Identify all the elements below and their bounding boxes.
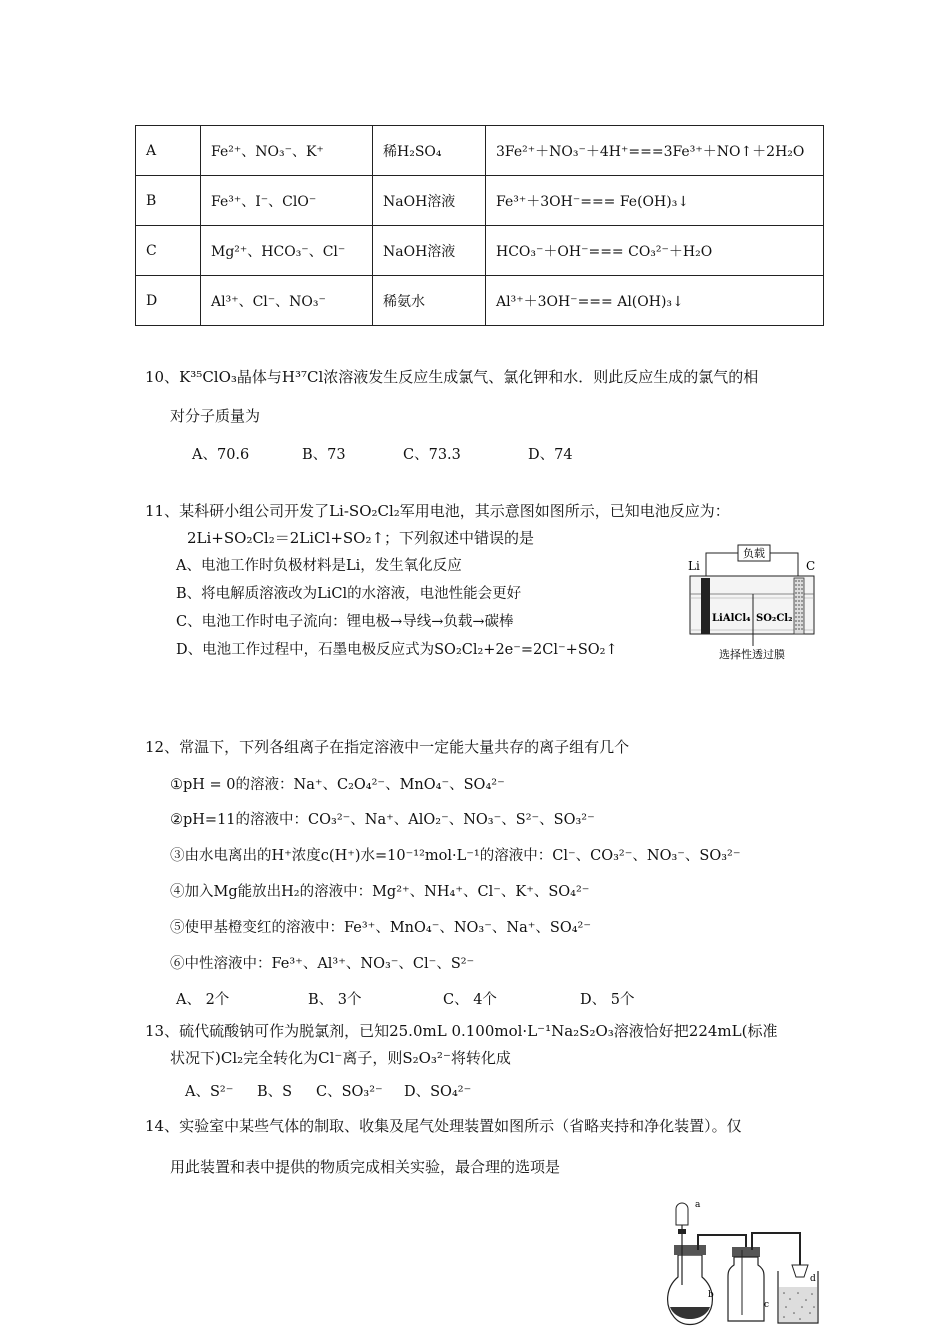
- collection-bottle: [728, 1257, 764, 1321]
- row-equation: Al³⁺＋3OH⁻=== Al(OH)₃↓: [486, 276, 824, 326]
- table-row: [136, 276, 824, 326]
- membrane-label: 选择性透过膜: [719, 648, 785, 661]
- row-label: A: [136, 126, 201, 176]
- q11-option-a: A、电池工作时负极材料是Li，发生氧化反应: [176, 558, 462, 574]
- row-ions: Mg²⁺、HCO₃⁻、Cl⁻: [201, 226, 373, 276]
- q10-option-a: A、70.6: [192, 447, 250, 463]
- right-solution-label: SO₂Cl₂: [756, 613, 793, 624]
- q11-stem-line1: 11、某科研小组公司开发了Li-SO₂Cl₂军用电池，其示意图如图所示，已知电池反应为：: [145, 502, 730, 520]
- q14-stem-line2: 用此装置和表中提供的物质完成相关实验，最合理的选项是: [170, 1158, 561, 1176]
- q10-option-d: D、74: [528, 447, 573, 463]
- row-label: C: [136, 226, 201, 276]
- row-label: B: [136, 176, 201, 226]
- row-label: D: [136, 276, 201, 326]
- q13-option-c: C、SO₃²⁻: [316, 1084, 383, 1100]
- table-row: [136, 126, 824, 176]
- q12-item-6: ⑥中性溶液中：Fe³⁺、Al³⁺、NO₃⁻、Cl⁻、S²⁻: [170, 956, 475, 972]
- q13-option-d: D、SO₄²⁻: [404, 1084, 472, 1100]
- q10-option-b: B、73: [302, 447, 346, 463]
- row-reagent: NaOH溶液: [373, 176, 486, 226]
- q11-option-d: D、电池工作过程中，石墨电极反应式为SO₂Cl₂+2e⁻=2Cl⁻+SO₂↑: [176, 642, 618, 658]
- q13-stem-line2: 状况下)Cl₂完全转化为Cl⁻离子，则S₂O₃²⁻将转化成: [170, 1049, 511, 1067]
- label-d: d: [810, 1274, 816, 1284]
- q12-item-4: ④加入Mg能放出H₂的溶液中：Mg²⁺、NH₄⁺、Cl⁻、K⁺、SO₄²⁻: [170, 884, 590, 900]
- label-c: c: [764, 1300, 770, 1310]
- q12-option-b: B、 3个: [308, 992, 362, 1008]
- c-label: C: [806, 559, 816, 573]
- row-reagent: 稀H₂SO₄: [373, 126, 486, 176]
- q12-stem: 12、常温下，下列各组离子在指定溶液中一定能大量共存的离子组有几个: [145, 738, 630, 756]
- q12-option-d: D、 5个: [580, 992, 635, 1008]
- table-row: [136, 226, 824, 276]
- q10-stem-line1: 10、K³⁵ClO₃晶体与H³⁷Cl浓溶液发生反应生成氯气、氯化钾和水．则此反应生成的氯气的相: [145, 368, 759, 386]
- q11-stem-line2: 2Li+SO₂Cl₂＝2LiCl+SO₂↑；下列叙述中错误的是: [187, 529, 535, 547]
- ion-reaction-table: [135, 125, 824, 326]
- label-b: b: [708, 1290, 714, 1300]
- load-label: 负载: [743, 547, 765, 560]
- q12-item-3: ③由水电离出的H⁺浓度c(H⁺)水=10⁻¹²mol·L⁻¹的溶液中：Cl⁻、CO₃²⁻、NO₃⁻、SO₃²⁻: [170, 848, 741, 864]
- left-solution-label: LiAlCl₄: [712, 613, 751, 624]
- q12-option-c: C、 4个: [443, 992, 497, 1008]
- q11-option-b: B、将电解质溶液改为LiCl的水溶液，电池性能会更好: [176, 586, 522, 602]
- battery-diagram: [684, 538, 824, 662]
- q12-item-1: ①pH = 0的溶液：Na⁺、C₂O₄²⁻、MnO₄⁻、SO₄²⁻: [170, 777, 505, 793]
- q13-option-a: A、S²⁻: [185, 1084, 234, 1100]
- row-ions: Fe³⁺、I⁻、ClO⁻: [201, 176, 373, 226]
- apparatus-diagram: [660, 1195, 820, 1335]
- row-equation: HCO₃⁻＋OH⁻=== CO₃²⁻＋H₂O: [486, 226, 824, 276]
- q10-stem-line2: 对分子质量为: [170, 407, 261, 425]
- row-equation: 3Fe²⁺＋NO₃⁻＋4H⁺===3Fe³⁺＋NO↑＋2H₂O: [486, 126, 824, 176]
- row-reagent: 稀氨水: [373, 276, 486, 326]
- q10-option-c: C、73.3: [403, 447, 461, 463]
- q14-stem-line1: 14、实验室中某些气体的制取、收集及尾气处理装置如图所示（省略夹持和净化装置）。仅: [145, 1117, 742, 1135]
- li-label: Li: [688, 559, 700, 573]
- row-equation: Fe³⁺＋3OH⁻=== Fe(OH)₃↓: [486, 176, 824, 226]
- label-a: a: [695, 1200, 701, 1210]
- li-electrode: [701, 578, 710, 634]
- q12-item-5: ⑤使甲基橙变红的溶液中：Fe³⁺、MnO₄⁻、NO₃⁻、Na⁺、SO₄²⁻: [170, 920, 591, 936]
- row-ions: Al³⁺、Cl⁻、NO₃⁻: [201, 276, 373, 326]
- q12-option-a: A、 2个: [176, 992, 230, 1008]
- q12-item-2: ②pH=11的溶液中：CO₃²⁻、Na⁺、AlO₂⁻、NO₃⁻、S²⁻、SO₃²⁻: [170, 812, 595, 828]
- q13-option-b: B、S: [257, 1084, 293, 1100]
- q11-option-c: C、电池工作时电子流向：锂电极→导线→负载→碳棒: [176, 614, 514, 630]
- table-row: [136, 176, 824, 226]
- row-ions: Fe²⁺、NO₃⁻、K⁺: [201, 126, 373, 176]
- row-reagent: NaOH溶液: [373, 226, 486, 276]
- q13-stem-line1: 13、硫代硫酸钠可作为脱氯剂，已知25.0mL 0.100mol·L⁻¹Na₂S₂O₃溶液恰好把224mL(标准: [145, 1022, 778, 1040]
